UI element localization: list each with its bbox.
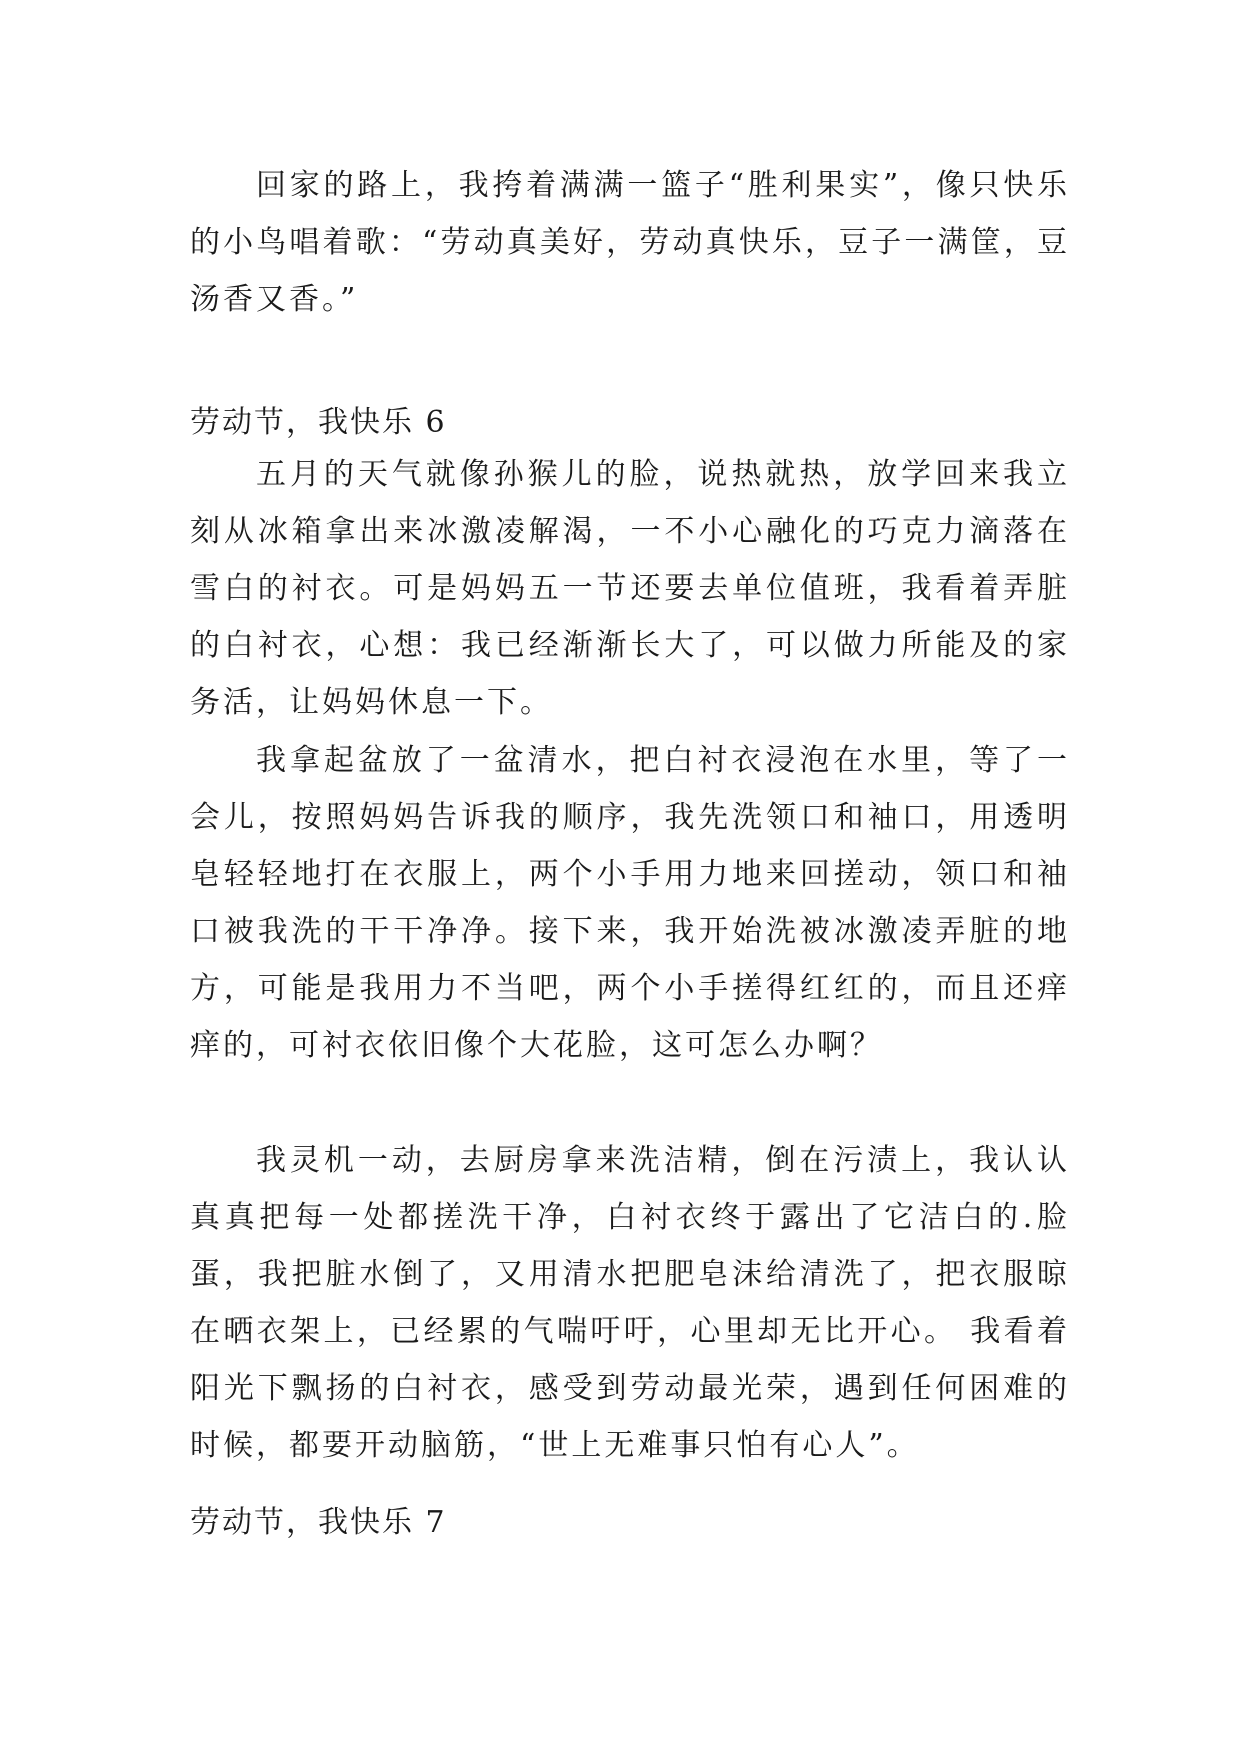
- section-heading-6: [190, 394, 1070, 451]
- body-paragraph: 我拿起盆放了一盆清水，把白衬衣浸泡在水里，等了一会儿，按照妈妈告诉我的顺序，我先洗领口和袖口，用透明皂轻轻地打在衣服上，两个小手用力地来回搓动，领口和袖口被我洗的干干净净。接下来，我开始洗被冰激凌弄脏的地方，可能是我用力不当吧，两个小手搓得红红的，而且还痒痒的，可衬衣依旧像个大花脸，这可怎么办啊？: [190, 743, 1070, 1063]
- section-heading-text: 劳动节，我快乐 7: [190, 1505, 447, 1540]
- body-paragraph: 我灵机一动，去厨房拿来洗洁精，倒在污渍上，我认认真真把每一处都搓洗干净，白衬衣终于露出了它洁白的.脸蛋，我把脏水倒了，又用清水把肥皂沫给清洗了，把衣服晾在晒衣架上，已经累的气喘吁吁，心里却无比开心。 我看着阳光下飘扬的白衬衣，感受到劳动最光荣，遇到任何困难的时候，都要开动脑筋，“世上无难事只怕有心人”。: [190, 1143, 1070, 1463]
- body-paragraph: 五月的天气就像孙猴儿的脸，说热就热，放学回来我立刻从冰箱拿出来冰激凌解渴，一不小心融化的巧克力滴落在雪白的衬衣。可是妈妈五一节还要去单位值班，我看着弄脏的白衬衣，心想：我已经渐渐长大了，可以做力所能及的家务活，让妈妈休息一下。: [190, 457, 1070, 720]
- paragraph-top: [190, 157, 1070, 328]
- section6-paragraph-3: [190, 1132, 1070, 1474]
- section6-paragraph-2: [190, 732, 1070, 1074]
- section-heading-7: [190, 1494, 1070, 1551]
- body-paragraph: 回家的路上，我挎着满满一篮子“胜利果实”，像只快乐的小鸟唱着歌：“劳动真美好，劳动真快乐，豆子一满筐，豆汤香又香。”: [190, 168, 1070, 317]
- section-heading-text: 劳动节，我快乐 6: [190, 405, 447, 440]
- section6-paragraph-1: [190, 446, 1070, 731]
